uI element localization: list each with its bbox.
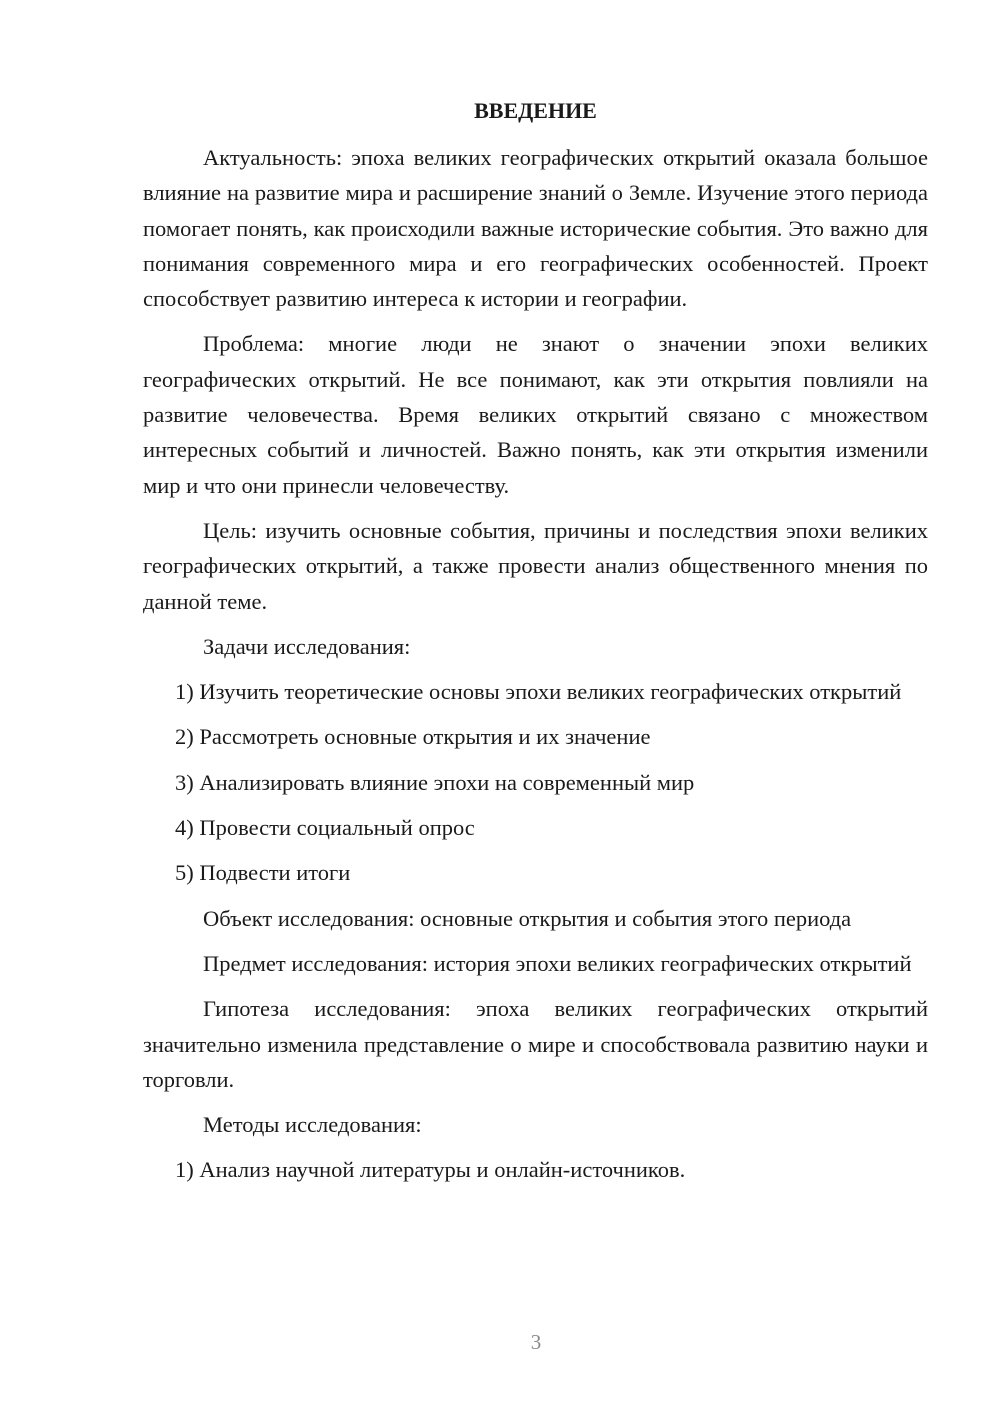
relevance-paragraph: Актуальность: эпоха великих географических открытий оказала большое влияние на развитие мира и расширение знаний о Земле. Изучение этого периода помогает понять, как происходили важные исторические события. Это важно для понимания современного мира и его географических особенностей. Проект способствует развитию интереса к истории и географии. [143, 145, 928, 312]
subject-paragraph: Предмет исследования: история эпохи великих географических открытий [203, 950, 912, 976]
task-item: 3) Анализировать влияние эпохи на современный мир [175, 769, 695, 795]
problem-paragraph: Проблема: многие люди не знают о значении эпохи великих географических открытий. Не все понимают, как эти открытия повлияли на развитие человечества. Время великих открытий связано с множеством интересных событий и личностей. Важно понять, как эти открытия изменили мир и что они принесли человечеству. [143, 331, 928, 498]
page-number: 3 [530, 1330, 542, 1354]
page-content [143, 92, 928, 1198]
task-item: 2) Рассмотреть основные открытия и их значение [175, 724, 651, 750]
method-item: 1) Анализ научной литературы и онлайн-источников. [175, 1157, 686, 1183]
goal-paragraph: Цель: изучить основные события, причины и последствия эпохи великих географических открытий, а также провести анализ общественного мнения по данной теме. [143, 517, 928, 614]
methods-heading: Методы исследования: [203, 1112, 422, 1138]
object-paragraph: Объект исследования: основные открытия и события этого периода [203, 905, 852, 931]
task-item: 1) Изучить теоретические основы эпохи великих географических открытий [175, 679, 902, 705]
task-item: 5) Подвести итоги [175, 860, 351, 886]
hypothesis-paragraph: Гипотеза исследования: эпоха великих географических открытий значительно изменила представление о мире и способствовала развитию науки и торговли. [143, 996, 928, 1092]
page-title: ВВЕДЕНИЕ [474, 98, 597, 123]
task-item: 4) Провести социальный опрос [175, 815, 475, 841]
tasks-heading: Задачи исследования: [203, 633, 411, 659]
